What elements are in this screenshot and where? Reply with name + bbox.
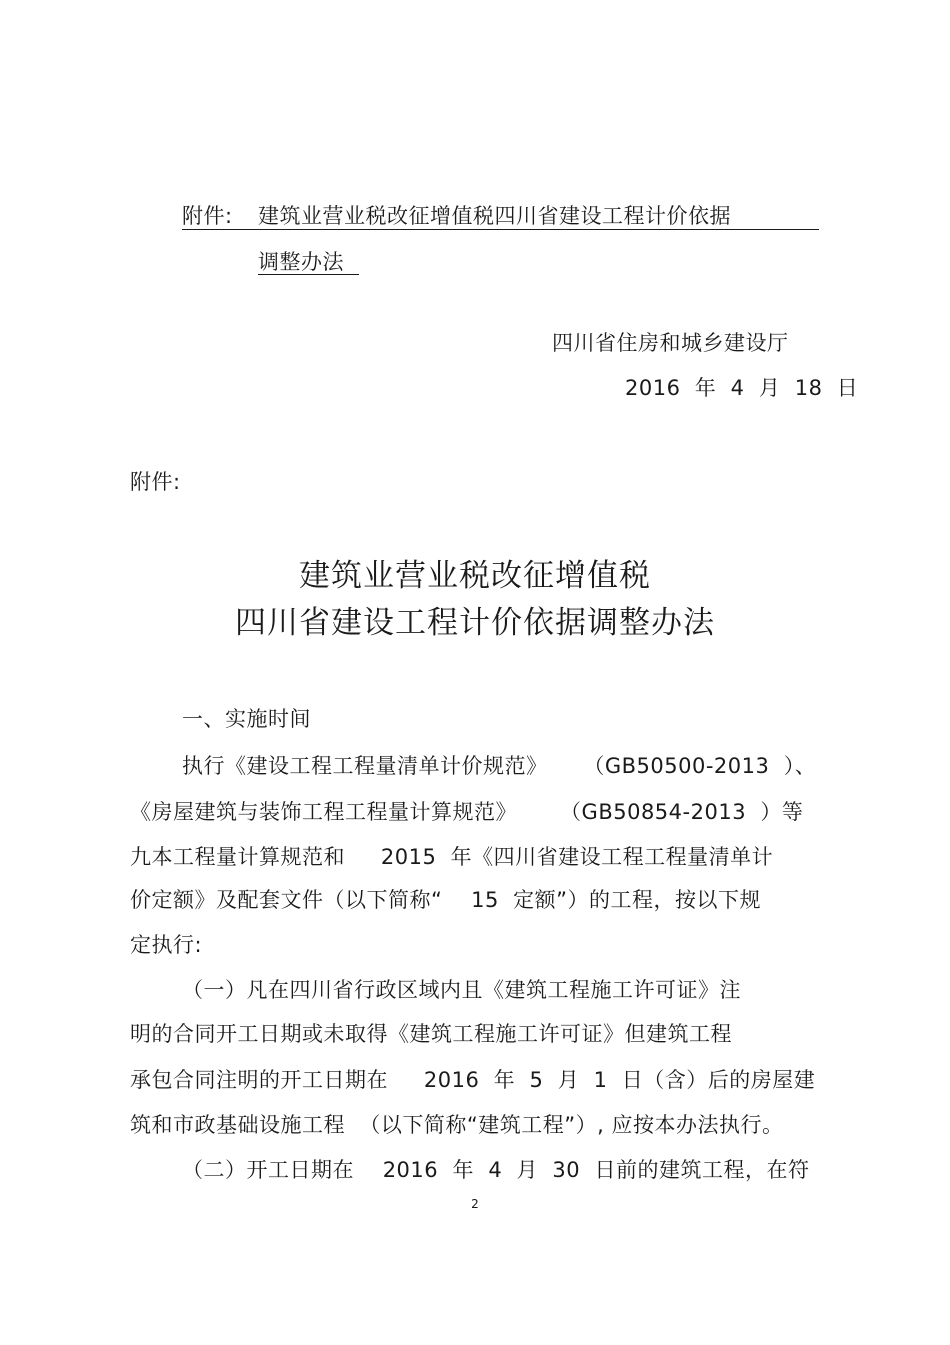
body-line: 定执行: [130,933,203,957]
title-underline-1 [182,229,819,230]
issue-date: 2016 年 4 月 18 日 [625,376,859,400]
body-line: 价定额》及配套文件（以下简称“ 15 定额”）的工程，按以下规 [130,888,762,912]
body-line: 九本工程量计算规范和 2015 年《四川省建设工程工程量清单计 [130,845,774,869]
doc-title-line2: 四川省建设工程计价依据调整办法 [235,605,715,641]
body-line: 《房屋建筑与装饰工程工程量计算规范》 （GB50854-2013 ）等 [130,800,804,824]
body-line: 执行《建设工程工程量清单计价规范》 （GB50500-2013 ）、 [182,754,817,778]
body-line: 承包合同注明的开工日期在 2016 年 5 月 1 日（含）后的房屋建 [130,1068,816,1092]
attachment-header-title-line2: 调整办法 [258,250,344,274]
title-underline-2 [258,274,359,275]
page-number: 2 [471,1197,479,1211]
attachment-header-title-line1: 建筑业营业税改征增值税四川省建设工程计价依据 [258,204,731,228]
body-line: 筑和市政基础设施工程 （以下简称“建筑工程”）, 应按本办法执行。 [130,1113,784,1137]
attachment-header-label: 附件: [182,204,233,228]
attachment-label: 附件: [130,470,181,494]
issuer-name: 四川省住房和城乡建设厅 [552,331,789,355]
section-heading: 一、实施时间 [182,707,311,731]
body-line: 明的合同开工日期或未取得《建筑工程施工许可证》但建筑工程 [130,1022,732,1046]
body-line: （二）开工日期在 2016 年 4 月 30 日前的建筑工程，在符 [182,1158,810,1182]
body-line: （一）凡在四川省行政区域内且《建筑工程施工许可证》注 [182,978,741,1002]
doc-title-line1: 建筑业营业税改征增值税 [299,558,651,594]
